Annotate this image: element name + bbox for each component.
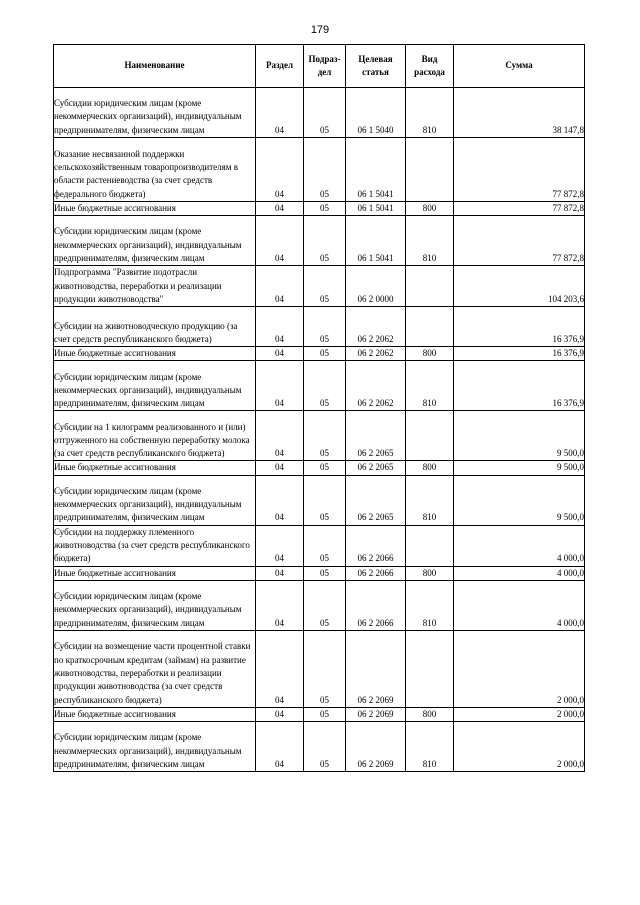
cell-target: 06 2 2062 xyxy=(346,361,406,411)
cell-target: 06 2 2066 xyxy=(346,566,406,580)
cell-amount: 38 147,8 xyxy=(454,88,585,138)
cell-amount: 4 000,0 xyxy=(454,525,585,566)
table-row xyxy=(54,266,585,307)
cell-amount: 104 203,6 xyxy=(454,266,585,307)
cell-target: 06 1 5040 xyxy=(346,88,406,138)
cell-subsection: 05 xyxy=(304,307,346,347)
table-row xyxy=(54,88,585,138)
cell-amount: 77 872,8 xyxy=(454,138,585,202)
header-name: Наименование xyxy=(54,45,256,88)
cell-expense-type: 800 xyxy=(406,347,454,361)
cell-amount: 2 000,0 xyxy=(454,630,585,707)
cell-amount: 9 500,0 xyxy=(454,411,585,461)
table-row xyxy=(54,461,585,475)
cell-expense-type xyxy=(406,630,454,707)
budget-table xyxy=(53,44,585,772)
cell-target: 06 2 2069 xyxy=(346,722,406,772)
table-row xyxy=(54,630,585,707)
cell-amount: 4 000,0 xyxy=(454,566,585,580)
cell-expense-type: 800 xyxy=(406,566,454,580)
cell-section: 04 xyxy=(256,722,304,772)
table-row xyxy=(54,347,585,361)
cell-section: 04 xyxy=(256,707,304,721)
cell-section: 04 xyxy=(256,580,304,630)
cell-name: Субсидии юридическим лицам (кроме некоммерческих организаций), индивидуальным предпринимателям, физическим лицам xyxy=(54,475,256,525)
cell-expense-type: 810 xyxy=(406,475,454,525)
table-row xyxy=(54,216,585,266)
cell-expense-type xyxy=(406,307,454,347)
table-row xyxy=(54,411,585,461)
header-target: Целевая статья xyxy=(346,45,406,88)
cell-section: 04 xyxy=(256,307,304,347)
cell-expense-type: 810 xyxy=(406,361,454,411)
table-row xyxy=(54,475,585,525)
cell-subsection: 05 xyxy=(304,707,346,721)
cell-target: 06 1 5041 xyxy=(346,138,406,202)
cell-section: 04 xyxy=(256,630,304,707)
table-row xyxy=(54,361,585,411)
cell-subsection: 05 xyxy=(304,566,346,580)
cell-subsection: 05 xyxy=(304,630,346,707)
cell-amount: 2 000,0 xyxy=(454,722,585,772)
cell-target: 06 2 2062 xyxy=(346,307,406,347)
table-row xyxy=(54,307,585,347)
cell-target: 06 2 2065 xyxy=(346,475,406,525)
cell-section: 04 xyxy=(256,566,304,580)
cell-amount: 16 376,9 xyxy=(454,307,585,347)
cell-section: 04 xyxy=(256,266,304,307)
cell-target: 06 2 2065 xyxy=(346,411,406,461)
cell-target: 06 2 2065 xyxy=(346,461,406,475)
cell-section: 04 xyxy=(256,202,304,216)
cell-amount: 16 376,9 xyxy=(454,347,585,361)
cell-name: Субсидии на 1 килограмм реализованного и (или) отгруженного на собственную переработку молока (за счет средств республиканского бюджета) xyxy=(54,411,256,461)
cell-name: Иные бюджетные ассигнования xyxy=(54,461,256,475)
table-header-row xyxy=(54,45,585,88)
cell-subsection: 05 xyxy=(304,722,346,772)
header-subsection: Подраз-дел xyxy=(304,45,346,88)
cell-subsection: 05 xyxy=(304,202,346,216)
cell-name: Субсидии юридическим лицам (кроме некоммерческих организаций), индивидуальным предпринимателям, физическим лицам xyxy=(54,361,256,411)
table-row xyxy=(54,580,585,630)
cell-subsection: 05 xyxy=(304,411,346,461)
cell-amount: 9 500,0 xyxy=(454,475,585,525)
cell-section: 04 xyxy=(256,411,304,461)
table-row xyxy=(54,707,585,721)
cell-name: Иные бюджетные ассигнования xyxy=(54,347,256,361)
cell-section: 04 xyxy=(256,525,304,566)
cell-subsection: 05 xyxy=(304,138,346,202)
cell-name: Субсидии юридическим лицам (кроме некоммерческих организаций), индивидуальным предпринимателям, физическим лицам xyxy=(54,580,256,630)
cell-section: 04 xyxy=(256,461,304,475)
cell-target: 06 1 5041 xyxy=(346,216,406,266)
table-row xyxy=(54,138,585,202)
cell-expense-type: 810 xyxy=(406,88,454,138)
cell-subsection: 05 xyxy=(304,525,346,566)
cell-expense-type: 800 xyxy=(406,707,454,721)
cell-name: Субсидии юридическим лицам (кроме некоммерческих организаций), индивидуальным предпринимателям, физическим лицам xyxy=(54,216,256,266)
cell-section: 04 xyxy=(256,347,304,361)
table-row xyxy=(54,202,585,216)
cell-expense-type: 810 xyxy=(406,216,454,266)
cell-target: 06 2 2062 xyxy=(346,347,406,361)
cell-amount: 9 500,0 xyxy=(454,461,585,475)
cell-subsection: 05 xyxy=(304,580,346,630)
cell-expense-type xyxy=(406,411,454,461)
cell-section: 04 xyxy=(256,361,304,411)
cell-amount: 4 000,0 xyxy=(454,580,585,630)
cell-expense-type xyxy=(406,138,454,202)
header-section: Раздел xyxy=(256,45,304,88)
cell-subsection: 05 xyxy=(304,88,346,138)
cell-target: 06 2 0000 xyxy=(346,266,406,307)
cell-amount: 77 872,8 xyxy=(454,216,585,266)
cell-target: 06 1 5041 xyxy=(346,202,406,216)
cell-name: Субсидии на поддержку племенного животноводства (за счет средств республиканского бюджета) xyxy=(54,525,256,566)
header-amount: Сумма xyxy=(454,45,585,88)
cell-expense-type: 810 xyxy=(406,722,454,772)
cell-expense-type xyxy=(406,525,454,566)
cell-name: Подпрограмма "Развитие подотрасли животноводства, переработки и реализации продукции животноводства" xyxy=(54,266,256,307)
cell-target: 06 2 2069 xyxy=(346,630,406,707)
cell-amount: 16 376,9 xyxy=(454,361,585,411)
cell-name: Иные бюджетные ассигнования xyxy=(54,202,256,216)
cell-section: 04 xyxy=(256,138,304,202)
cell-section: 04 xyxy=(256,216,304,266)
cell-target: 06 2 2069 xyxy=(346,707,406,721)
cell-name: Субсидии на возмещение части процентной ставки по краткосрочным кредитам (займам) на развитие животноводства, переработки и реализации продукции животноводства (за счет средств республиканского бюджета) xyxy=(54,630,256,707)
table-row xyxy=(54,722,585,772)
cell-subsection: 05 xyxy=(304,347,346,361)
cell-expense-type: 800 xyxy=(406,461,454,475)
cell-target: 06 2 2066 xyxy=(346,525,406,566)
cell-name: Субсидии юридическим лицам (кроме некоммерческих организаций), индивидуальным предпринимателям, физическим лицам xyxy=(54,88,256,138)
cell-name: Оказание несвязанной поддержки сельскохозяйственным товаропроизводителям в области растениеводства (за счет средств федерального бюджета) xyxy=(54,138,256,202)
cell-amount: 2 000,0 xyxy=(454,707,585,721)
cell-subsection: 05 xyxy=(304,361,346,411)
cell-name: Субсидии юридическим лицам (кроме некоммерческих организаций), индивидуальным предпринимателям, физическим лицам xyxy=(54,722,256,772)
cell-name: Субсидии на животноводческую продукцию (за счет средств республиканского бюджета) xyxy=(54,307,256,347)
cell-expense-type: 800 xyxy=(406,202,454,216)
cell-amount: 77 872,8 xyxy=(454,202,585,216)
cell-expense-type: 810 xyxy=(406,580,454,630)
cell-subsection: 05 xyxy=(304,475,346,525)
table-row xyxy=(54,566,585,580)
page-number: 179 xyxy=(310,24,330,36)
cell-subsection: 05 xyxy=(304,266,346,307)
cell-name: Иные бюджетные ассигнования xyxy=(54,566,256,580)
cell-subsection: 05 xyxy=(304,216,346,266)
cell-section: 04 xyxy=(256,88,304,138)
cell-target: 06 2 2066 xyxy=(346,580,406,630)
cell-expense-type xyxy=(406,266,454,307)
cell-name: Иные бюджетные ассигнования xyxy=(54,707,256,721)
header-expense-type: Вид расхода xyxy=(406,45,454,88)
cell-section: 04 xyxy=(256,475,304,525)
cell-subsection: 05 xyxy=(304,461,346,475)
table-row xyxy=(54,525,585,566)
